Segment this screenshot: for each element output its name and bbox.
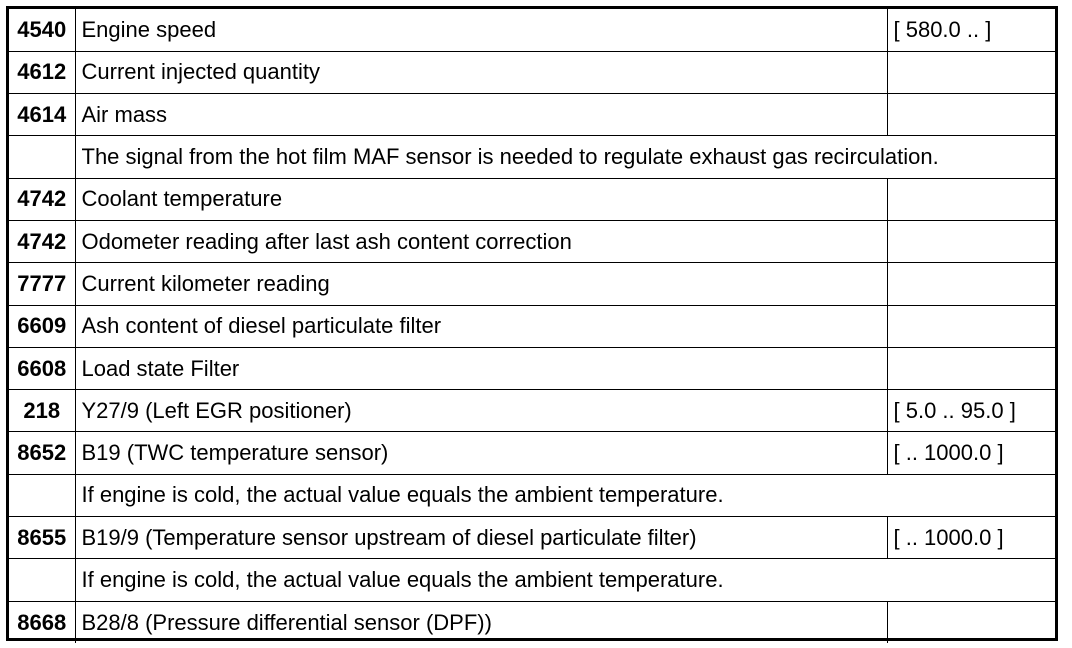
value-id-cell xyxy=(9,474,75,516)
range-cell xyxy=(887,178,1055,220)
value-id-cell: 4614 xyxy=(9,94,75,136)
description-cell: B19 (TWC temperature sensor) xyxy=(75,432,887,474)
table-row xyxy=(9,390,1055,432)
table-row xyxy=(9,51,1055,93)
range-cell xyxy=(887,601,1055,643)
note-text-cell: If engine is cold, the actual value equals the ambient temperature. xyxy=(75,559,1055,601)
table-row xyxy=(9,94,1055,136)
range-cell: [ .. 1000.0 ] xyxy=(887,432,1055,474)
table-row xyxy=(9,601,1055,643)
table-row xyxy=(9,178,1055,220)
table-row xyxy=(9,263,1055,305)
range-cell xyxy=(887,347,1055,389)
description-cell: Coolant temperature xyxy=(75,178,887,220)
range-cell: [ 5.0 .. 95.0 ] xyxy=(887,390,1055,432)
value-id-cell: 4742 xyxy=(9,220,75,262)
note-text-cell: If engine is cold, the actual value equals the ambient temperature. xyxy=(75,474,1055,516)
value-id-cell: 4540 xyxy=(9,9,75,51)
description-cell: Engine speed xyxy=(75,9,887,51)
value-id-cell: 8652 xyxy=(9,432,75,474)
description-cell: Load state Filter xyxy=(75,347,887,389)
value-id-cell: 6609 xyxy=(9,305,75,347)
note-row xyxy=(9,136,1055,178)
table-row xyxy=(9,432,1055,474)
value-id-cell: 8668 xyxy=(9,601,75,643)
table-row xyxy=(9,347,1055,389)
description-cell: Odometer reading after last ash content correction xyxy=(75,220,887,262)
table-body xyxy=(9,9,1055,643)
description-cell: Current injected quantity xyxy=(75,51,887,93)
value-id-cell: 4612 xyxy=(9,51,75,93)
description-cell: Ash content of diesel particulate filter xyxy=(75,305,887,347)
range-cell xyxy=(887,94,1055,136)
range-cell: [ 580.0 .. ] xyxy=(887,9,1055,51)
description-cell: B28/8 (Pressure differential sensor (DPF)) xyxy=(75,601,887,643)
description-cell: Air mass xyxy=(75,94,887,136)
description-cell: B19/9 (Temperature sensor upstream of diesel particulate filter) xyxy=(75,517,887,559)
note-text-cell: The signal from the hot film MAF sensor is needed to regulate exhaust gas recirculation. xyxy=(75,136,1055,178)
table-row xyxy=(9,517,1055,559)
value-id-cell: 4742 xyxy=(9,178,75,220)
table-row xyxy=(9,305,1055,347)
table-row xyxy=(9,220,1055,262)
range-cell xyxy=(887,51,1055,93)
description-cell: Current kilometer reading xyxy=(75,263,887,305)
value-id-cell xyxy=(9,559,75,601)
value-id-cell: 218 xyxy=(9,390,75,432)
value-id-cell: 6608 xyxy=(9,347,75,389)
note-row xyxy=(9,474,1055,516)
value-id-cell xyxy=(9,136,75,178)
description-cell: Y27/9 (Left EGR positioner) xyxy=(75,390,887,432)
actual-values-table xyxy=(6,6,1058,641)
range-cell: [ .. 1000.0 ] xyxy=(887,517,1055,559)
table-row xyxy=(9,9,1055,51)
note-row xyxy=(9,559,1055,601)
value-id-cell: 7777 xyxy=(9,263,75,305)
range-cell xyxy=(887,220,1055,262)
value-id-cell: 8655 xyxy=(9,517,75,559)
range-cell xyxy=(887,263,1055,305)
actual-values-grid xyxy=(9,9,1055,643)
range-cell xyxy=(887,305,1055,347)
